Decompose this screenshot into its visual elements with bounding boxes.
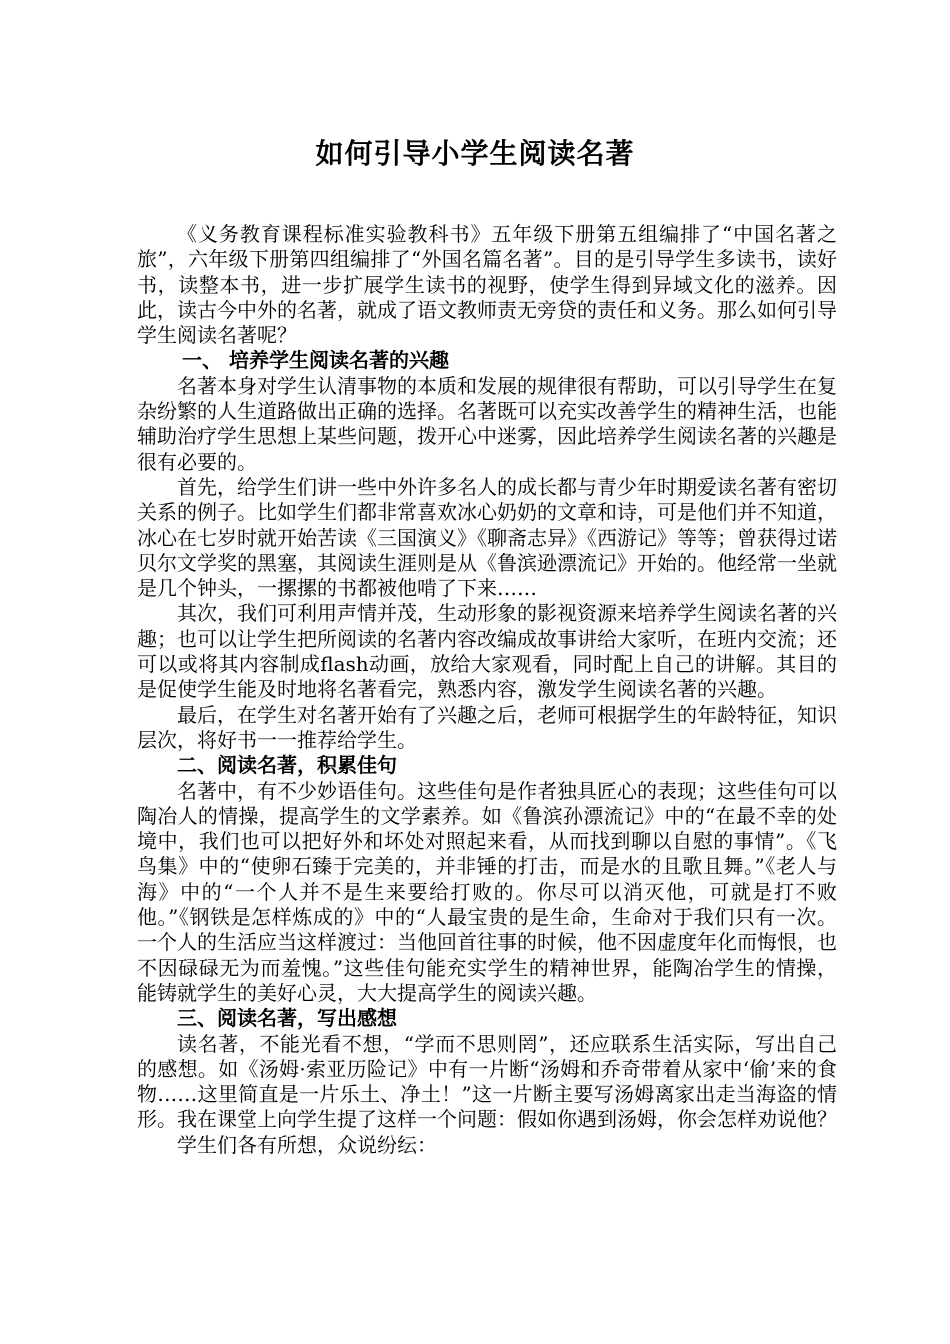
section-1-heading: 一、 培养学生阅读名著的兴趣 — [182, 348, 449, 373]
section-3-heading: 三、阅读名著，写出感想 — [177, 1006, 397, 1031]
section-3-paragraph: 读名著，不能光看不想，“学而不思则罔”，还应联系生活实际，写出自己的感想。如《汤姆·索亚历险记》中有一片断“汤姆和乔奇带着从家中‘偷’来的食物……这里简直是一片乐土、净土！”这一片断主要写汤姆离家出走当海盗的情形。我在课堂上向学生提了这样一个问题：假如你遇到汤姆，你会怎样劝说他？ — [137, 1031, 837, 1132]
section-2-heading: 二、阅读名著，积累佳句 — [177, 753, 397, 778]
document-body — [137, 222, 837, 1158]
section-1-paragraph: 最后，在学生对名著开始有了兴趣之后，老师可根据学生的年龄特征，知识层次，将好书一一推荐给学生。 — [137, 702, 837, 752]
section-1-paragraph: 其次，我们可利用声情并茂，生动形象的影视资源来培养学生阅读名著的兴趣；也可以让学生把所阅读的名著内容改编成故事讲给大家听，在班内交流；还可以或将其内容制成flash动画，放给大家观看，同时配上自己的讲解。其目的是促使学生能及时地将名著看完，熟悉内容，激发学生阅读名著的兴趣。 — [137, 601, 837, 702]
section-2-paragraph: 名著中，有不少妙语佳句。这些佳句是作者独具匠心的表现；这些佳句可以陶冶人的情操，提高学生的文学素养。如《鲁滨孙漂流记》中的“在最不幸的处境中，我们也可以把好外和坏处对照起来看，从而找到聊以自慰的事情”。《飞鸟集》中的“使卵石臻于完美的，并非锤的打击，而是水的且歌且舞。”《老人与海》中的“一个人并不是生来要给打败的。你尽可以消灭他，可就是打不败他。”《钢铁是怎样炼成的》中的“人最宝贵的是生命，生命对于我们只有一次。一个人的生活应当这样渡过：当他回首往事的时候，他不因虚度年化而悔恨，也不因碌碌无为而羞愧。”这些佳句能充实学生的精神世界，能陶冶学生的情操，能铸就学生的美好心灵，大大提高学生的阅读兴趣。 — [137, 778, 837, 1005]
section-3-paragraph: 学生们各有所想，众说纷纭： — [177, 1132, 437, 1157]
section-1-paragraph: 名著本身对学生认清事物的本质和发展的规律很有帮助，可以引导学生在复杂纷繁的人生道路做出正确的选择。名著既可以充实改善学生的精神生活，也能辅助治疗学生思想上某些问题，拨开心中迷雾，因此培养学生阅读名著的兴趣是很有必要的。 — [137, 373, 837, 474]
intro-paragraph: 《义务教育课程标准实验教科书》五年级下册第五组编排了“中国名著之旅”，六年级下册第四组编排了“外国名篇名著”。目的是引导学生多读书，读好书，读整本书，进一步扩展学生读书的视野，使学生得到异域文化的滋养。因此，读古今中外的名著，就成了语文教师责无旁贷的责任和义务。那么如何引导学生阅读名著呢？ — [137, 222, 837, 348]
section-1-paragraph: 首先，给学生们讲一些中外许多名人的成长都与青少年时期爱读名著有密切关系的例子。比如学生们都非常喜欢冰心奶奶的文章和诗，可是他们并不知道，冰心在七岁时就开始苦读《三国演义》《聊斋志异》《西游记》等等；曾获得过诺贝尔文学奖的黑塞，其阅读生涯则是从《鲁滨逊漂流记》开始的。他经常一坐就是几个钟头，一摞摞的书都被他啃了下来…… — [137, 474, 837, 601]
document-title: 如何引导小学生阅读名著 — [315, 137, 635, 170]
